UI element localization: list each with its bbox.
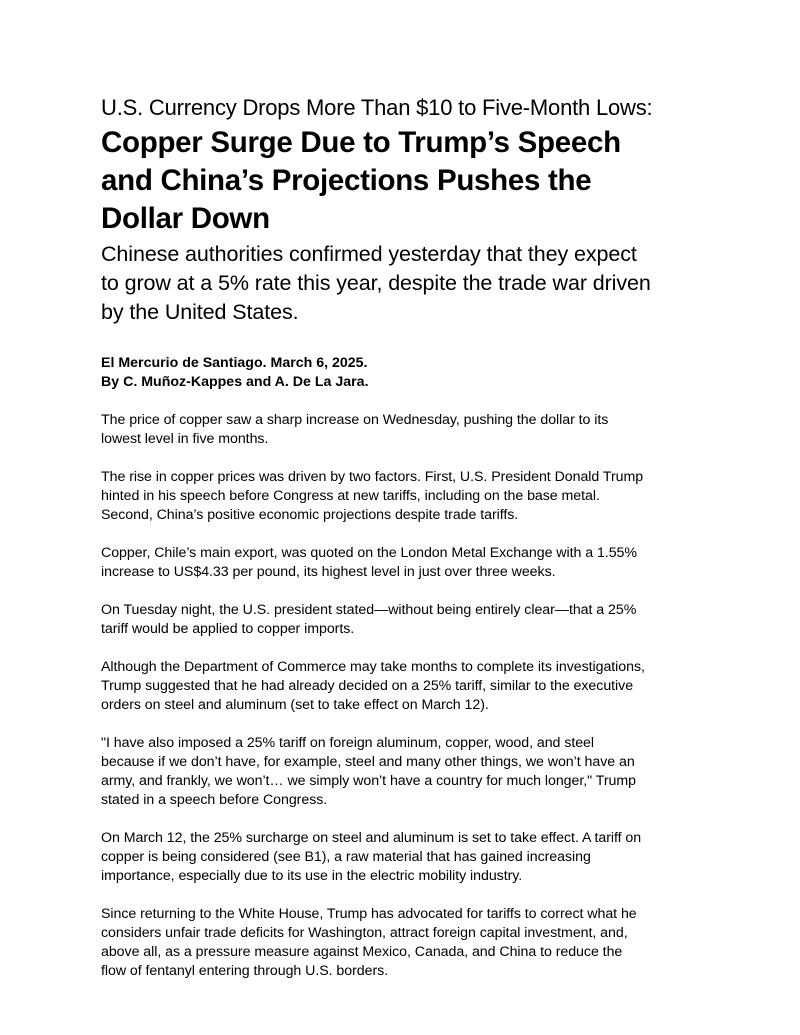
subhead-line: Chinese authorities confirmed yesterday that they expect: [101, 242, 637, 266]
paragraph-line: lowest level in five months.: [101, 431, 269, 447]
paragraph-line: On Tuesday night, the U.S. president stated—without being entirely clear—that a 25%: [101, 602, 637, 618]
paragraph-line: Trump suggested that he had already decided on a 25% tariff, similar to the executive: [101, 678, 634, 694]
paragraph-line: army, and frankly, we won’t… we simply won’t have a country for much longer," Trump: [101, 773, 636, 789]
paragraph-line: stated in a speech before Congress.: [101, 792, 328, 808]
paragraph-line: tariff would be applied to copper imports.: [101, 621, 355, 637]
article-body: [101, 411, 721, 981]
paragraph-line: The rise in copper prices was driven by two factors. First, U.S. President Donald Trump: [101, 469, 644, 485]
body-paragraph: [101, 468, 721, 525]
body-paragraph: [101, 829, 721, 886]
article-page: [101, 93, 721, 1000]
paragraph-line: The price of copper saw a sharp increase on Wednesday, pushing the dollar to its: [101, 412, 609, 428]
paragraph-line: importance, especially due to its use in the electric mobility industry.: [101, 868, 523, 884]
headline-line: Dollar Down: [101, 202, 270, 235]
paragraph-line: copper is being considered (see B1), a raw material that has gained increasing: [101, 849, 591, 865]
paragraph-line: On March 12, the 25% surcharge on steel and aluminum is set to take effect. A tariff on: [101, 830, 642, 846]
source-line: El Mercurio de Santiago. March 6, 2025.: [101, 355, 368, 371]
body-paragraph: [101, 601, 721, 639]
paragraph-line: increase to US$4.33 per pound, its highest level in just over three weeks.: [101, 564, 556, 580]
paragraph-line: considers unfair trade deficits for Washington, attract foreign capital investment, and,: [101, 925, 628, 941]
paragraph-line: Copper, Chile’s main export, was quoted on the London Metal Exchange with a 1.55%: [101, 545, 637, 561]
article-headline: [101, 124, 721, 238]
paragraph-line: Since returning to the White House, Trump has advocated for tariffs to correct what he: [101, 906, 637, 922]
body-paragraph: [101, 905, 721, 981]
body-paragraph: [101, 658, 721, 715]
paragraph-line: Second, China’s positive economic projections despite trade tariffs.: [101, 507, 519, 523]
subhead-line: to grow at a 5% rate this year, despite the trade war driven: [101, 271, 651, 295]
article-kicker: U.S. Currency Drops More Than $10 to Five-Month Lows:: [101, 95, 653, 120]
article-subhead: [101, 240, 721, 327]
paragraph-line: "I have also imposed a 25% tariff on foreign aluminum, copper, wood, and steel: [101, 735, 595, 751]
body-paragraph: [101, 734, 721, 810]
paragraph-line: Although the Department of Commerce may take months to complete its investigations,: [101, 659, 645, 675]
paragraph-line: because if we don’t have, for example, steel and many other things, we won’t have an: [101, 754, 635, 770]
headline-line: Copper Surge Due to Trump’s Speech: [101, 126, 621, 159]
paragraph-line: above all, as a pressure measure against Mexico, Canada, and China to reduce the: [101, 944, 623, 960]
article-byline: [101, 354, 721, 392]
paragraph-line: flow of fentanyl entering through U.S. borders.: [101, 963, 389, 979]
paragraph-line: hinted in his speech before Congress at new tariffs, including on the base metal.: [101, 488, 600, 504]
headline-line: and China’s Projections Pushes the: [101, 164, 592, 197]
subhead-line: by the United States.: [101, 300, 299, 324]
authors-line: By C. Muñoz-Kappes and A. De La Jara.: [101, 374, 369, 390]
body-paragraph: [101, 411, 721, 449]
paragraph-line: orders on steel and aluminum (set to take effect on March 12).: [101, 697, 489, 713]
body-paragraph: [101, 544, 721, 582]
